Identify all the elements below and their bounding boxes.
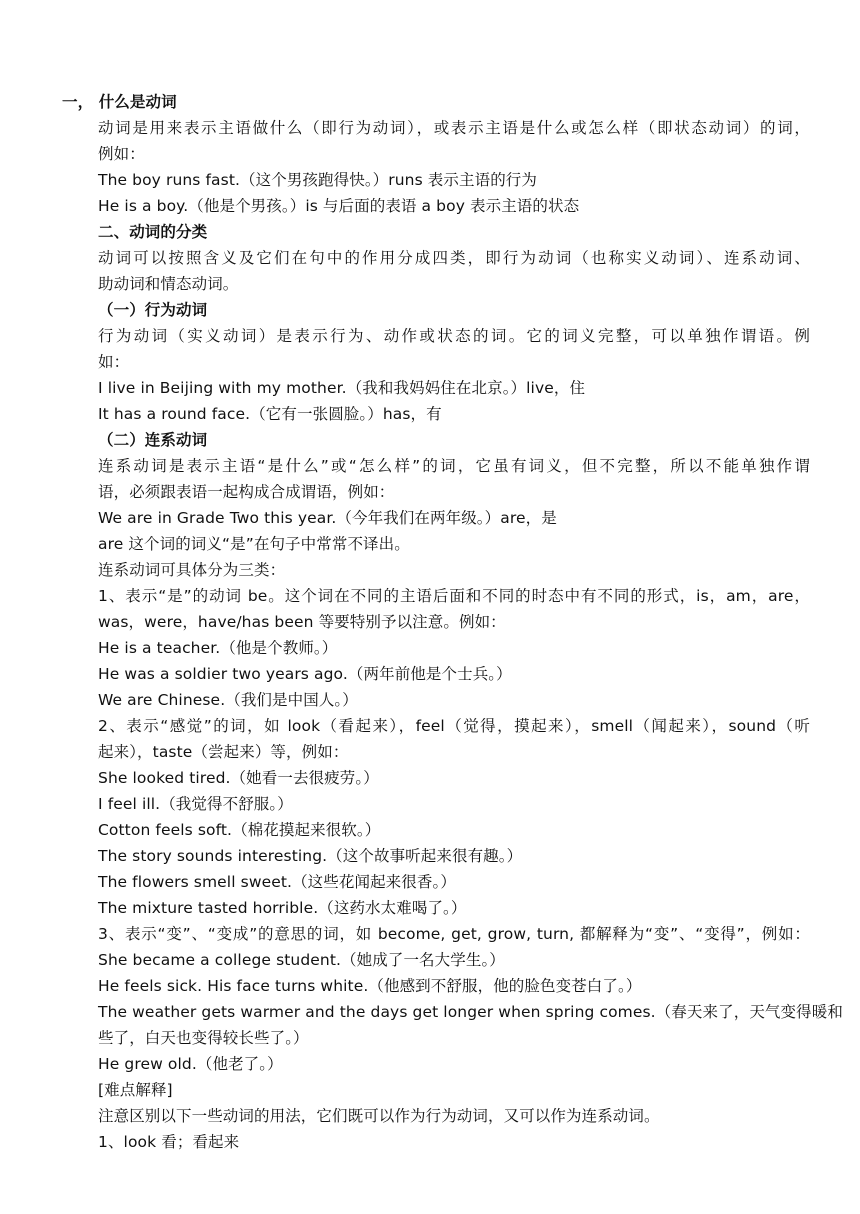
example-line: The mixture tasted horrible.（这药水太难喝了。） [98,899,467,917]
example-line: Cotton feels soft.（棉花摸起来很软。） [98,821,381,839]
list-item: 1、表示“是”的动词 be。这个词在不同的主语后面和不同的时态中有不同的形式，is，am，are， [98,587,810,605]
list-item: 1、look 看；看起来 [98,1133,240,1151]
section-label: [难点解释] [98,1081,173,1099]
paragraph-line: are 这个词的词义“是”在句子中常常不译出。 [98,535,410,553]
paragraph-line: was，were，have/has been 等要特别予以注意。例如： [98,613,506,631]
heading-linking-verbs: （二）连系动词 [98,431,208,449]
paragraph-line: 起来），taste（尝起来）等，例如： [98,743,349,761]
paragraph-line: 些了，白天也变得较长些了。） [98,1029,309,1047]
example-line: It has a round face.（它有一张圆脸。）has，有 [98,405,442,423]
paragraph-line: 例如： [98,145,145,163]
list-item: 2、表示“感觉”的词，如 look（看起来），feel（觉得，摸起来），smell（闻起来），sound（听 [98,717,810,735]
example-line: The boy runs fast.（这个男孩跑得快。）runs 表示主语的行为 [98,171,538,189]
paragraph-line: 如： [98,353,130,371]
heading-verb-classification: 二、动词的分类 [98,223,208,241]
example-line: He was a soldier two years ago.（两年前他是个士兵。） [98,665,512,683]
heading-what-is-verb: 一， 什么是动词 [62,93,177,111]
paragraph-line: 助动词和情态动词。 [98,275,239,293]
example-line: I live in Beijing with my mother.（我和我妈妈住在北京。）live，住 [98,379,586,397]
example-line: The flowers smell sweet.（这些花闻起来很香。） [98,873,456,891]
example-line: He is a teacher.（他是个教师。） [98,639,338,657]
paragraph-line: 连系动词是表示主语“是什么”或“怎么样”的词，它虽有词义，但不完整，所以不能单独作谓 [98,457,810,475]
example-line: I feel ill.（我觉得不舒服。） [98,795,293,813]
paragraph-line: 注意区别以下一些动词的用法，它们既可以作为行为动词，又可以作为连系动词。 [98,1107,660,1125]
example-line: We are Chinese.（我们是中国人。） [98,691,358,709]
example-line: He feels sick. His face turns white.（他感到不舒服，他的脸色变苍白了。） [98,977,642,995]
example-line: He grew old.（他老了。） [98,1055,283,1073]
heading-action-verbs: （一）行为动词 [98,301,208,319]
example-line: She looked tired.（她看一去很疲劳。） [98,769,379,787]
paragraph-line: 语，必须跟表语一起构成合成谓语，例如： [98,483,395,501]
list-item: 3、表示“变”、“变成”的意思的词，如 become, get, grow, turn, 都解释为“变”、“变得”，例如： [98,925,810,943]
example-line: The weather gets warmer and the days get longer when spring comes.（春天来了，天气变得暖和 [98,1003,843,1021]
paragraph-line: 动词是用来表示主语做什么（即行为动词），或表示主语是什么或怎么样（即状态动词）的词， [98,119,810,137]
example-line: The story sounds interesting.（这个故事听起来很有趣。） [98,847,523,865]
paragraph-line: 动词可以按照含义及它们在句中的作用分成四类，即行为动词（也称实义动词）、连系动词、 [98,249,810,267]
paragraph-line: 连系动词可具体分为三类： [98,561,286,579]
paragraph-line: 行为动词（实义动词）是表示行为、动作或状态的词。它的词义完整，可以单独作谓语。例 [98,327,810,345]
example-line: He is a boy.（他是个男孩。）is 与后面的表语 a boy 表示主语的状态 [98,197,580,215]
example-line: She became a college student.（她成了一名大学生。） [98,951,505,969]
example-line: We are in Grade Two this year.（今年我们在两年级。）are，是 [98,509,557,527]
